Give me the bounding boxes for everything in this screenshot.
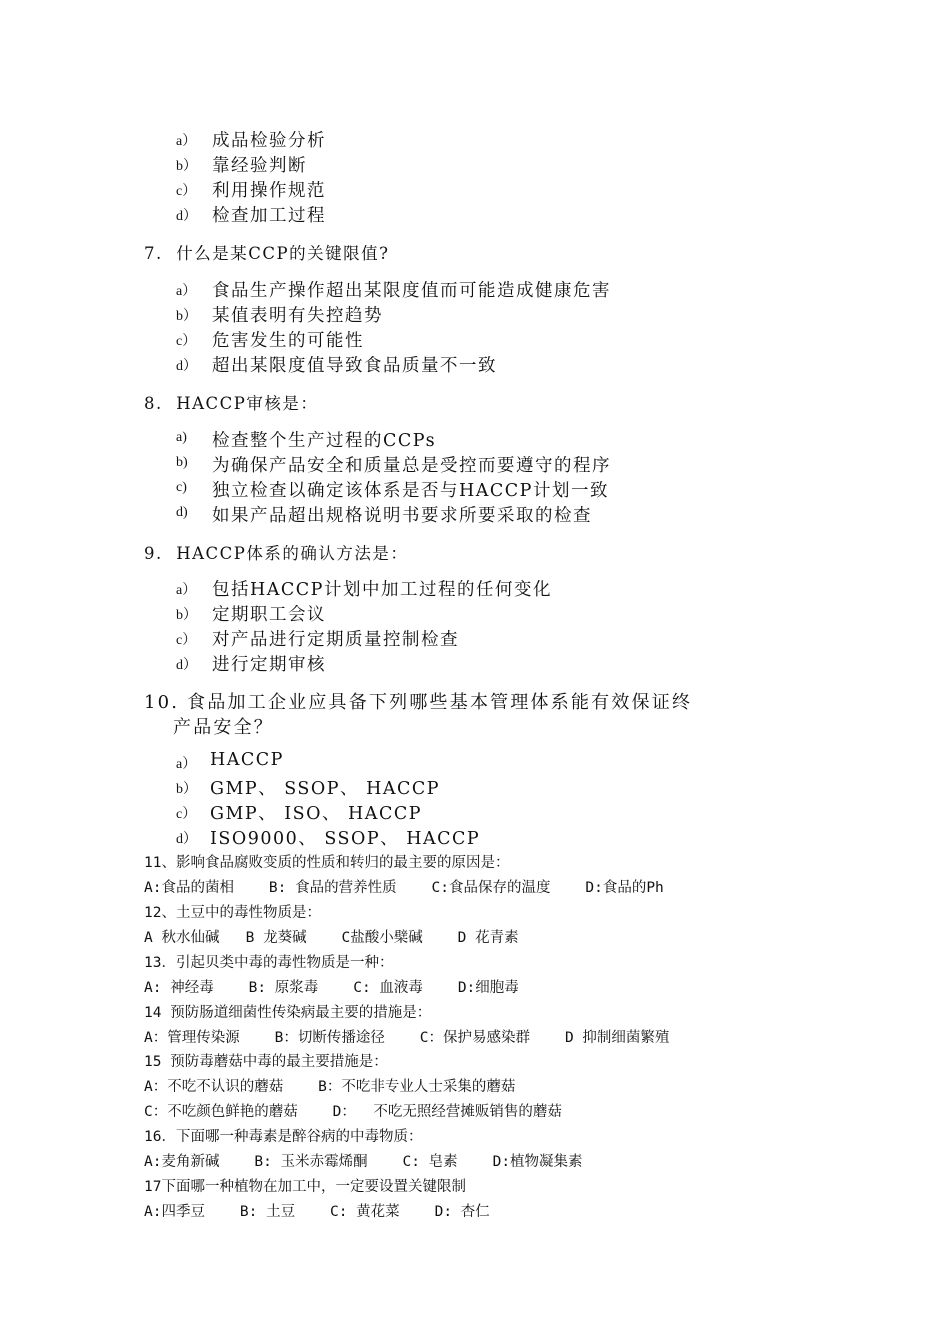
option-letter: a）	[176, 757, 197, 772]
option-text: 定期职工会议	[212, 605, 326, 625]
option-text: HACCP	[210, 750, 284, 770]
option-text: 检查整个生产过程的CCPs	[212, 431, 437, 451]
question-stem-continued: 产品安全？	[173, 717, 274, 738]
answer-choices: A：不吃不认识的蘑菇 B：不吃非专业人士采集的蘑菇	[144, 1079, 516, 1095]
option-text: 危害发生的可能性	[212, 331, 364, 351]
answer-choices: A：管理传染源 B：切断传播途径 C：保护易感染群 D 抑制细菌繁殖	[144, 1030, 670, 1046]
option-letter: b）	[176, 159, 197, 174]
option-letter: b）	[176, 782, 197, 797]
option-letter: b)	[176, 455, 188, 470]
question-stem: 10. 食品加工企业应具备下列哪些基本管理体系能有效保证终	[144, 692, 693, 713]
option-text: 某值表明有失控趋势	[212, 306, 383, 326]
option-letter: c)	[176, 480, 187, 495]
option-text: 超出某限度值导致食品质量不一致	[212, 356, 497, 376]
option-text: 成品检验分析	[212, 131, 326, 151]
option-letter: a）	[176, 284, 197, 299]
option-text: 检查加工过程	[212, 206, 326, 226]
option-letter: d）	[176, 359, 197, 374]
option-letter: c）	[176, 633, 197, 648]
question-stem: 12、土豆中的毒性物质是：	[144, 905, 321, 921]
question-stem: 16．下面哪一种毒素是醉谷病的中毒物质：	[144, 1129, 423, 1145]
question-stem: 15 预防毒蘑菇中毒的最主要措施是：	[144, 1054, 388, 1070]
option-text: 独立检查以确定该体系是否与HACCP计划一致	[212, 481, 609, 501]
option-text: GMP、 SSOP、 HACCP	[210, 779, 441, 799]
answer-choices: A 秋水仙碱 B 龙葵碱 C盐酸小檗碱 D 花青素	[144, 930, 519, 946]
option-letter: d）	[176, 658, 197, 673]
option-letter: a）	[176, 583, 197, 598]
option-letter: a）	[176, 134, 197, 149]
question-stem: 13．引起贝类中毒的毒性物质是一种：	[144, 955, 394, 971]
option-text: ISO9000、 SSOP、 HACCP	[210, 829, 481, 849]
option-text: 利用操作规范	[212, 181, 326, 201]
option-text: 食品生产操作超出某限度值而可能造成健康危害	[212, 281, 611, 301]
answer-choices: A:食品的菌相 B: 食品的营养性质 C:食品保存的温度 D:食品的Ph	[144, 880, 664, 896]
option-letter: d）	[176, 832, 197, 847]
question-stem: 17下面哪一种植物在加工中，一定要设置关键限制	[144, 1179, 466, 1195]
option-letter: c）	[176, 807, 197, 822]
option-letter: c）	[176, 334, 197, 349]
option-letter: d)	[176, 505, 188, 520]
question-stem: 11、影响食品腐败变质的性质和转归的最主要的原因是：	[144, 855, 510, 871]
option-text: 对产品进行定期质量控制检查	[212, 630, 459, 650]
option-letter: b）	[176, 608, 197, 623]
answer-choices: C：不吃颜色鲜艳的蘑菇 D： 不吃无照经营摊贩销售的蘑菇	[144, 1104, 562, 1120]
option-letter: b）	[176, 309, 197, 324]
answer-choices: A: 神经毒 B: 原浆毒 C: 血液毒 D:细胞毒	[144, 980, 519, 996]
option-text: 进行定期审核	[212, 655, 326, 675]
question-stem: 8. HACCP审核是：	[144, 394, 319, 413]
option-text: 如果产品超出规格说明书要求所要采取的检查	[212, 506, 592, 526]
question-stem: 9. HACCP体系的确认方法是：	[144, 544, 409, 563]
question-stem: 14 预防肠道细菌性传染病最主要的措施是：	[144, 1005, 432, 1021]
answer-choices: A:麦角新碱 B: 玉米赤霉烯酮 C: 皂素 D:植物凝集素	[144, 1154, 583, 1170]
question-stem: 7. 什么是某CCP的关键限值?	[144, 244, 390, 263]
option-text: GMP、 ISO、 HACCP	[210, 804, 423, 824]
option-text: 为确保产品安全和质量总是受控而要遵守的程序	[212, 456, 611, 476]
answer-choices: A:四季豆 B: 土豆 C: 黄花菜 D: 杏仁	[144, 1204, 490, 1220]
option-letter: d）	[176, 209, 197, 224]
option-letter: c）	[176, 184, 197, 199]
option-text: 靠经验判断	[212, 156, 307, 176]
option-letter: a)	[176, 430, 187, 445]
option-text: 包括HACCP计划中加工过程的任何变化	[212, 580, 552, 600]
